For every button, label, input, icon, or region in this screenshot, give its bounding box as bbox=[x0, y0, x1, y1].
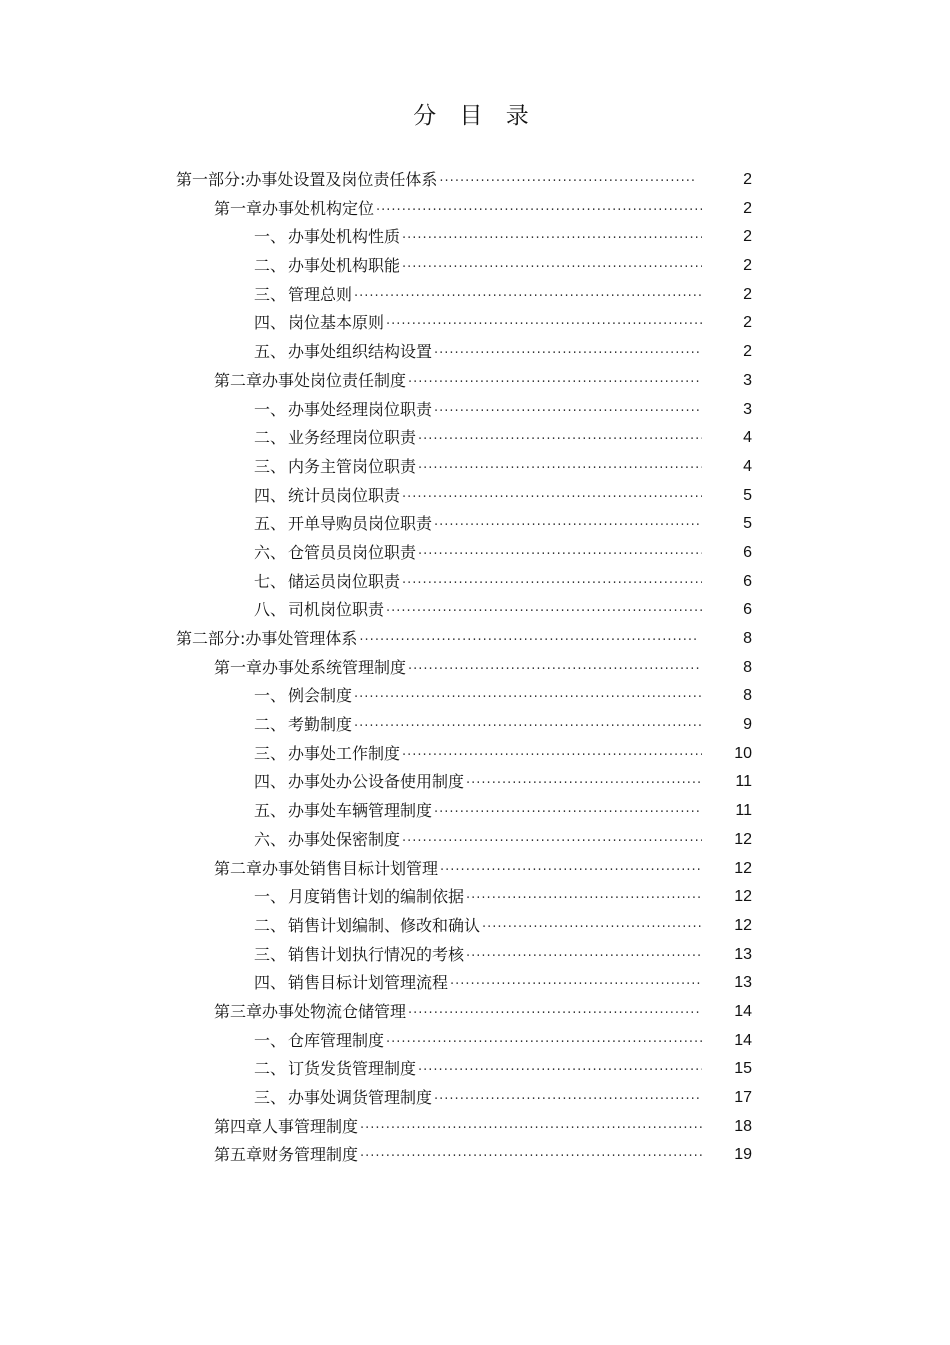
dot-leader bbox=[386, 1029, 702, 1058]
dot-leader bbox=[354, 283, 702, 312]
toc-entry-title: 办事处岗位责任制度 bbox=[262, 370, 407, 390]
toc-entry[interactable] bbox=[0, 539, 950, 568]
dot-leader bbox=[402, 570, 702, 599]
toc-entry[interactable] bbox=[0, 1141, 950, 1170]
dot-leader bbox=[402, 225, 702, 254]
toc-page-number: 4 bbox=[743, 457, 752, 475]
toc-entry-number: 五、 bbox=[254, 342, 287, 362]
toc-page-number: 14 bbox=[734, 1002, 752, 1020]
toc-entry-label bbox=[254, 883, 702, 914]
toc-entry-title: 例会制度 bbox=[288, 686, 353, 706]
toc-entry-title: 办事处设置及岗位责任体系 bbox=[245, 170, 438, 189]
toc-entry-label bbox=[254, 768, 702, 799]
toc-entry-number: 三、 bbox=[254, 456, 287, 476]
toc-entry-number: 三、 bbox=[254, 284, 287, 304]
toc-entry-title: 办事处保密制度 bbox=[288, 829, 401, 849]
toc-page-number: 19 bbox=[734, 1146, 752, 1164]
toc-entry-title: 销售目标计划管理流程 bbox=[288, 973, 449, 993]
dot-leader bbox=[354, 713, 702, 742]
toc-page-number: 2 bbox=[743, 228, 752, 246]
toc-entry-label bbox=[254, 740, 702, 771]
toc-entry-label bbox=[214, 367, 702, 398]
toc-entry-label bbox=[254, 1027, 702, 1058]
toc-page-number: 10 bbox=[734, 744, 752, 762]
toc-entry-label bbox=[214, 1113, 702, 1144]
dot-leader bbox=[402, 484, 702, 513]
toc-page-number: 8 bbox=[743, 687, 752, 705]
toc-entry-title: 月度销售计划的编制依据 bbox=[288, 887, 465, 907]
dot-leader bbox=[418, 1057, 702, 1086]
toc-page-number: 5 bbox=[743, 515, 752, 533]
toc-page-number: 2 bbox=[743, 171, 752, 188]
toc-entry-number: 八、 bbox=[254, 600, 287, 620]
toc-entry-label bbox=[214, 1141, 702, 1172]
dot-leader bbox=[360, 1143, 702, 1172]
dot-leader bbox=[434, 512, 702, 541]
toc-entry-label bbox=[254, 539, 702, 570]
toc-entry[interactable] bbox=[0, 338, 950, 367]
toc-entry-number: 第二章 bbox=[214, 858, 263, 878]
toc-page-number: 12 bbox=[734, 888, 752, 906]
toc-entry-number: 第一章 bbox=[214, 657, 263, 677]
dot-leader bbox=[418, 541, 702, 570]
toc-entry-title: 办事处物流仓储管理 bbox=[262, 1001, 407, 1021]
dot-leader bbox=[402, 742, 702, 771]
toc-entry-label bbox=[176, 625, 696, 656]
toc-entry-number: 三、 bbox=[254, 944, 287, 964]
toc-entry[interactable] bbox=[0, 768, 950, 797]
toc-entry-label bbox=[254, 941, 702, 972]
toc-entry-label bbox=[254, 424, 702, 455]
toc-entry-number: 二、 bbox=[254, 256, 287, 276]
toc-entry-number: 三、 bbox=[254, 743, 287, 763]
dot-leader bbox=[386, 311, 702, 340]
toc-entry-number: 四、 bbox=[254, 973, 287, 993]
toc-entry-label bbox=[254, 826, 702, 857]
toc-page-number: 5 bbox=[743, 486, 752, 504]
toc-entry-title: 办事处工作制度 bbox=[288, 743, 401, 763]
toc-entry-label bbox=[254, 309, 702, 340]
toc-entry-number: 一、 bbox=[254, 686, 287, 706]
dot-leader bbox=[482, 914, 702, 943]
toc-entry[interactable] bbox=[0, 1113, 950, 1142]
toc-page-number: 9 bbox=[743, 716, 752, 734]
toc-entry-label bbox=[254, 568, 702, 599]
dot-leader bbox=[466, 885, 702, 914]
toc-entry-title: 管理总则 bbox=[288, 284, 353, 304]
toc-page-number: 11 bbox=[735, 773, 752, 791]
toc-entry-number: 四、 bbox=[254, 772, 287, 792]
toc-entry[interactable] bbox=[0, 711, 950, 740]
dot-leader bbox=[440, 857, 702, 886]
toc-entry-label bbox=[254, 453, 702, 484]
toc-entry-title: 办事处管理体系 bbox=[245, 629, 358, 648]
toc-entry-number: 第四章 bbox=[214, 1116, 263, 1136]
toc-page-number: 15 bbox=[734, 1060, 752, 1078]
toc-entry-number: 一、 bbox=[254, 227, 287, 247]
dot-leader bbox=[434, 799, 702, 828]
toc-entry[interactable] bbox=[0, 281, 950, 310]
toc-entry-label bbox=[254, 912, 702, 943]
toc-entry-title: 储运员岗位职责 bbox=[288, 571, 401, 591]
toc-entry-number: 三、 bbox=[254, 1088, 287, 1107]
toc-entry-title: 订货发货管理制度 bbox=[288, 1059, 417, 1079]
toc-entry-title: 办事处销售目标计划管理 bbox=[262, 858, 439, 878]
toc-page-number: 14 bbox=[734, 1031, 752, 1049]
toc-entry-number: 六、 bbox=[254, 542, 287, 562]
table-of-contents bbox=[0, 166, 950, 1170]
toc-entry[interactable] bbox=[0, 223, 950, 252]
toc-entry-label bbox=[214, 855, 702, 886]
toc-entry-title: 办事处办公设备使用制度 bbox=[288, 772, 465, 792]
toc-page-number: 6 bbox=[743, 601, 752, 619]
toc-entry[interactable] bbox=[0, 367, 950, 396]
dot-leader bbox=[450, 971, 702, 1000]
toc-entry-title: 销售计划编制、修改和确认 bbox=[288, 915, 481, 935]
toc-page-number: 17 bbox=[734, 1089, 752, 1106]
toc-entry[interactable] bbox=[0, 1027, 950, 1056]
toc-entry[interactable] bbox=[0, 1055, 950, 1084]
toc-page-number: 11 bbox=[735, 802, 752, 820]
toc-entry-label bbox=[254, 797, 702, 828]
toc-entry-label bbox=[176, 166, 696, 197]
toc-entry-number: 第五章 bbox=[214, 1145, 263, 1165]
toc-entry-number: 第一章 bbox=[214, 198, 263, 218]
toc-entry-title: 内务主管岗位职责 bbox=[288, 456, 417, 476]
toc-entry-title: 司机岗位职责 bbox=[288, 600, 385, 620]
toc-entry-title: 考勤制度 bbox=[288, 715, 353, 735]
toc-page-number: 3 bbox=[743, 400, 752, 418]
dot-leader bbox=[360, 1115, 702, 1144]
toc-page-number: 8 bbox=[743, 658, 752, 676]
toc-entry-label bbox=[254, 396, 702, 427]
dot-leader bbox=[418, 455, 702, 484]
toc-entry-title: 仓管员员岗位职责 bbox=[288, 542, 417, 562]
toc-page-number: 12 bbox=[734, 916, 752, 934]
toc-entry-number: 二、 bbox=[254, 715, 287, 735]
toc-entry[interactable] bbox=[0, 826, 950, 855]
toc-entry[interactable] bbox=[0, 568, 950, 597]
toc-page-number: 8 bbox=[743, 630, 752, 647]
toc-page-number: 2 bbox=[743, 343, 752, 361]
dot-leader bbox=[466, 943, 702, 972]
dot-leader bbox=[434, 398, 702, 427]
toc-entry-label bbox=[254, 969, 702, 1000]
toc-entry-title: 岗位基本原则 bbox=[288, 313, 385, 333]
toc-entry-title: 业务经理岗位职责 bbox=[288, 428, 417, 448]
toc-entry-title: 办事处车辆管理制度 bbox=[288, 801, 433, 821]
dot-leader bbox=[354, 684, 702, 713]
toc-entry-number: 二、 bbox=[254, 1059, 287, 1079]
toc-entry[interactable] bbox=[0, 252, 950, 281]
toc-entry-label bbox=[254, 510, 702, 541]
toc-entry-number: 一、 bbox=[254, 887, 287, 907]
toc-entry-title: 办事处系统管理制度 bbox=[262, 657, 407, 677]
toc-page-number: 12 bbox=[734, 859, 752, 877]
toc-entry-label bbox=[254, 252, 702, 283]
toc-entry[interactable] bbox=[0, 682, 950, 711]
dot-leader bbox=[408, 1000, 702, 1029]
toc-entry-number: 四、 bbox=[254, 313, 287, 333]
toc-page-number: 4 bbox=[743, 429, 752, 447]
toc-entry[interactable] bbox=[0, 309, 950, 338]
toc-page-number: 18 bbox=[734, 1117, 752, 1135]
dot-leader bbox=[434, 340, 702, 369]
toc-entry[interactable] bbox=[0, 625, 950, 654]
toc-entry-label bbox=[254, 281, 702, 312]
toc-entry[interactable] bbox=[0, 195, 950, 224]
toc-entry-number: 一、 bbox=[254, 1030, 287, 1050]
toc-entry-number: 五、 bbox=[254, 514, 287, 534]
dot-leader bbox=[402, 828, 702, 857]
toc-entry-label bbox=[254, 682, 702, 713]
toc-entry-label bbox=[254, 1084, 702, 1115]
toc-page-number: 12 bbox=[734, 830, 752, 848]
toc-entry-number: 一、 bbox=[254, 399, 287, 419]
toc-entry-title: 办事处组织结构设置 bbox=[288, 342, 433, 362]
toc-entry-title: 仓库管理制度 bbox=[288, 1030, 385, 1050]
dot-leader bbox=[434, 1086, 702, 1115]
toc-page-number: 2 bbox=[743, 285, 752, 303]
page-title: 分 目 录 bbox=[413, 103, 537, 129]
toc-entry-title: 办事处经理岗位职责 bbox=[288, 399, 433, 419]
toc-entry-number: 五、 bbox=[254, 801, 287, 821]
toc-entry-title: 财务管理制度 bbox=[262, 1145, 359, 1165]
toc-entry-number: 二、 bbox=[254, 915, 287, 935]
toc-entry[interactable] bbox=[0, 855, 950, 884]
dot-leader bbox=[439, 168, 696, 197]
toc-entry-number: 第二章 bbox=[214, 370, 263, 390]
dot-leader bbox=[359, 627, 696, 656]
dot-leader bbox=[466, 770, 702, 799]
toc-entry-label bbox=[254, 596, 702, 627]
toc-entry-label bbox=[254, 223, 702, 254]
toc-page-number: 6 bbox=[743, 543, 752, 561]
toc-entry[interactable] bbox=[0, 424, 950, 453]
toc-entry[interactable] bbox=[0, 969, 950, 998]
toc-entry-title: 办事处机构定位 bbox=[262, 198, 375, 218]
dot-leader bbox=[408, 369, 702, 398]
toc-entry[interactable] bbox=[0, 941, 950, 970]
toc-entry-number: 第三章 bbox=[214, 1001, 263, 1021]
toc-page-number: 3 bbox=[743, 371, 752, 389]
toc-entry-label bbox=[254, 711, 702, 742]
toc-page-number: 2 bbox=[743, 257, 752, 275]
toc-entry[interactable] bbox=[0, 1084, 950, 1113]
toc-entry[interactable] bbox=[0, 482, 950, 511]
toc-entry[interactable] bbox=[0, 396, 950, 425]
toc-entry-title: 开单导购员岗位职责 bbox=[288, 514, 433, 534]
toc-entry[interactable] bbox=[0, 453, 950, 482]
toc-entry-title: 统计员岗位职责 bbox=[288, 485, 401, 505]
dot-leader bbox=[408, 656, 702, 685]
toc-entry-label bbox=[254, 338, 702, 369]
toc-entry-label bbox=[214, 654, 702, 685]
toc-entry[interactable] bbox=[0, 654, 950, 683]
dot-leader bbox=[386, 598, 702, 627]
toc-entry-label bbox=[214, 998, 702, 1029]
toc-entry-title: 办事处机构职能 bbox=[288, 256, 401, 276]
toc-entry-number: 七、 bbox=[254, 571, 287, 591]
toc-entry-title: 办事处调货管理制度 bbox=[288, 1088, 433, 1107]
toc-entry-title: 人事管理制度 bbox=[262, 1116, 359, 1136]
toc-page-number: 2 bbox=[743, 314, 752, 332]
dot-leader bbox=[402, 254, 702, 283]
toc-entry[interactable] bbox=[0, 883, 950, 912]
toc-entry-label bbox=[254, 482, 702, 513]
toc-entry-number: 第二部分: bbox=[176, 629, 246, 648]
toc-page-number: 13 bbox=[734, 974, 752, 992]
toc-entry[interactable] bbox=[0, 510, 950, 539]
toc-entry-number: 六、 bbox=[254, 829, 287, 849]
toc-entry[interactable] bbox=[0, 912, 950, 941]
toc-entry[interactable] bbox=[0, 596, 950, 625]
toc-entry-label bbox=[214, 195, 702, 226]
toc-entry[interactable] bbox=[0, 166, 950, 195]
toc-page-number: 13 bbox=[734, 945, 752, 963]
toc-entry[interactable] bbox=[0, 740, 950, 769]
toc-entry-number: 二、 bbox=[254, 428, 287, 448]
dot-leader bbox=[376, 197, 702, 226]
toc-entry-label bbox=[254, 1055, 702, 1086]
toc-entry-title: 销售计划执行情况的考核 bbox=[288, 944, 465, 964]
toc-page-number: 2 bbox=[743, 199, 752, 217]
toc-page-number: 6 bbox=[743, 572, 752, 590]
toc-entry-number: 第一部分: bbox=[176, 170, 246, 189]
toc-entry-number: 四、 bbox=[254, 485, 287, 505]
dot-leader bbox=[418, 426, 702, 455]
toc-entry-title: 办事处机构性质 bbox=[288, 227, 401, 247]
toc-entry[interactable] bbox=[0, 797, 950, 826]
toc-entry[interactable] bbox=[0, 998, 950, 1027]
